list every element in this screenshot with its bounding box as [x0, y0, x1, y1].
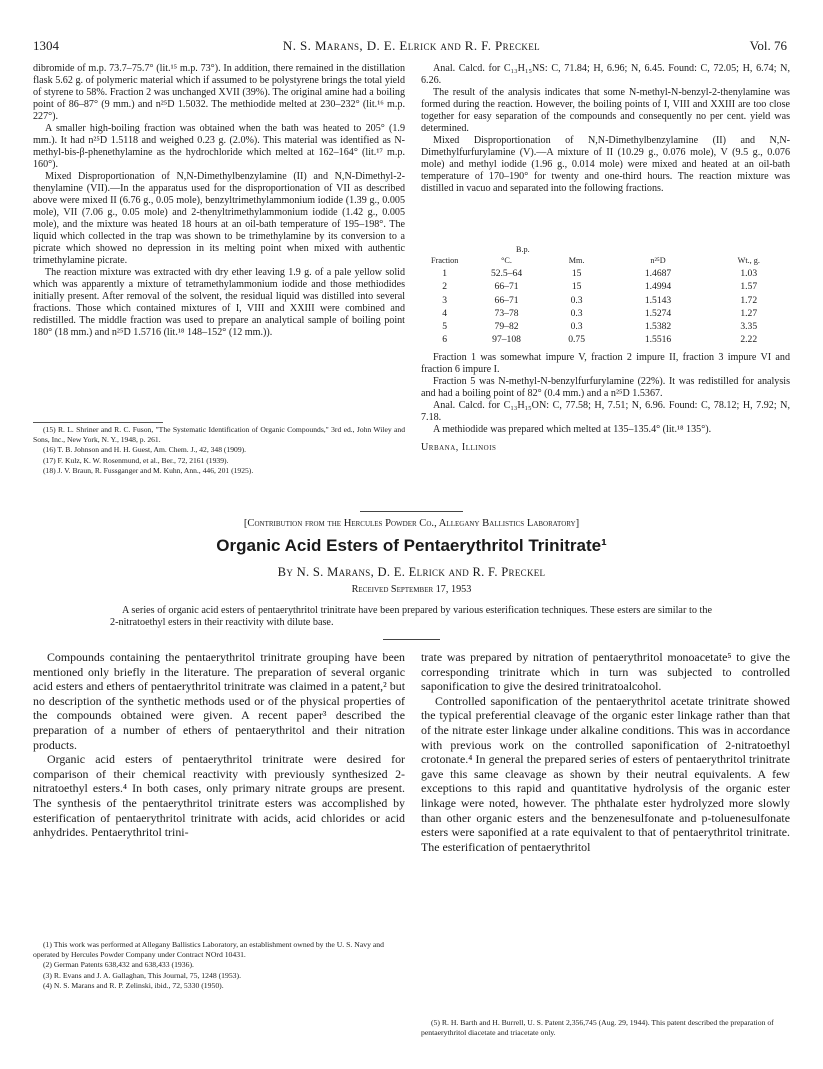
table-cell: 6	[442, 334, 448, 346]
col-header: °C.	[501, 256, 512, 266]
table-cell: 1.03	[740, 268, 758, 280]
table-cell: 1.4687	[644, 268, 672, 280]
paragraph: Anal. Calcd. for C₁₃H₁₅NS: C, 71.84; H, 6.96; N, 6.45. Found: C, 72.05; H, 6.74; N, 6.26.	[421, 63, 790, 86]
paragraph: Anal. Calcd. for C₁₃H₁₅ON: C, 77.58; H, 7.51; N, 6.96. Found: C, 78.12; H, 7.92; N, 7.18.	[421, 400, 790, 423]
table-cell: 3.35	[740, 321, 758, 333]
table-cell: 1.57	[740, 281, 758, 293]
table-cell: 1.4994	[644, 281, 672, 293]
table-cell: 97–108	[492, 334, 521, 346]
col-header: Wt., g.	[737, 256, 760, 266]
paragraph: Controlled saponification of the pentaerythritol acetate trinitrate showed the typical preferential cleavage of the organic ester linkage rather than that of the nitrate ester linkage under alkaline conditions. This was in accordance with previous work on the controlled saponification of 2-nitratoethyl crotonate.⁴ In general the prepared series of esters of pentaerythritol trinitrate gave this same cleavage as shown by their neutral equivalents. A few exceptions to this rapid and quantitative hydrolysis of the organic ester linkage were noted, however. The phthalate ester hydrolyzed more slowly than other organic esters and the benzenesulfonate and p-toluenesulfonate esters were saponified at a rate equivalent to that of pentaerythritol trinitrate. The esterification of pentaerythritol	[421, 693, 790, 854]
right-column-text	[421, 63, 790, 195]
paragraph: Compounds containing the pentaerythritol trinitrate grouping have been mentioned only briefly in the literature. The preparation of several organic acid esters and ethers of pentaerythritol trinitrate was claimed in a patent,² but no description of the synthetic methods used or of the physical properties of the compounds obtained were given. A recent paper³ described the preparation of a number of ethers of pentaerythritol and their nitration products.	[33, 650, 405, 752]
table-row	[421, 280, 790, 293]
paragraph: Mixed Disproportionation of N,N-Dimethylbenzylamine (II) and N,N-Dimethyl-2-thenylamine (VII).—In the apparatus used for the disproportionation of VII as described above were mixed II (6.76 g., 0.05 mole), benzyltrimethylammonium iodide (1.39 g., 0.005 mole), VII (7.06 g., 0.05 mole) and 2-thenyltrimethylammonium iodide (1.42 g., 0.005 mole), and the mixture was heated 18 hours at an oil-bath temperature of 195–198°. The liquid which collected in the trap was shown to be trimethylamine by its conversion to a picrate which showed no depression in its melting point when mixed with authentic trimethylamine picrate.	[33, 171, 405, 266]
table-cell: 2	[442, 281, 448, 293]
volume-label: Vol. 76	[749, 38, 787, 53]
paragraph: dibromide of m.p. 73.7–75.7° (lit.¹⁵ m.p. 73°). In addition, there remained in the distillation flask 5.62 g. of polymeric material which if assumed to be polystyrene brings the total yield of styrene to 58%. Fraction 2 was unchanged XVII (39%). The original amine had a boiling point of 86–87° (9 mm.) and n²⁵D 1.5032. The methiodide melted at 230–232° (lit.¹⁶ m.p. 227°).	[33, 63, 405, 122]
bp-group-header: B.p.	[516, 245, 530, 254]
right-column-text-bottom	[421, 352, 790, 454]
table-cell: 1	[442, 268, 448, 280]
article-title: Organic Acid Esters of Pentaerythritol Trinitrate¹	[216, 536, 607, 555]
table-cell: 73–78	[494, 307, 519, 319]
footnote: (2) German Patents 638,432 and 638,433 (1936).	[43, 960, 194, 970]
paragraph: A methiodide was prepared which melted at 135–135.4° (lit.¹⁸ 135°).	[433, 424, 712, 435]
footnote: (18) J. V. Braun, R. Fussganger and M. Kuhn, Ann., 446, 201 (1925).	[43, 465, 254, 475]
contribution-line: [Contribution from the Hercules Powder Co., Allegany Ballistics Laboratory]	[243, 518, 580, 529]
col-header: Mm.	[568, 256, 585, 266]
article-body-right	[421, 650, 790, 854]
article-right-footnotes	[421, 1018, 790, 1038]
table-row	[421, 267, 790, 280]
col-header: Fraction	[431, 256, 459, 266]
paragraph: Mixed Disproportionation of N,N-Dimethylbenzylamine (II) and N,N-Dimethylfurfurylamine (V).—A mixture of II (10.29 g., 0.076 mole), V (9.5 g., 0.076 mole) and methyl iodide (1.96 g., 0.014 mole) were mixed and heated at an oil-bath temperature of 170–190° for twenty and one-third hours. The reaction mixture was distilled in vacuo and separated into the following fractions.	[421, 135, 790, 194]
table-cell: 66–71	[494, 281, 519, 293]
table-row	[421, 333, 790, 346]
table-cell: 1.27	[740, 307, 758, 319]
left-column-text	[33, 63, 405, 339]
table-cell: 1.5143	[644, 294, 672, 306]
table-cell: 66–71	[494, 294, 519, 306]
table-cell: 5	[442, 321, 448, 333]
table-cell: 1.72	[740, 294, 758, 306]
location: Urbana, Illinois	[421, 442, 497, 453]
table-cell: 2.22	[740, 334, 758, 346]
table-row	[421, 294, 790, 307]
footnote: (1) This work was performed at Allegany Ballistics Laboratory, an establishment owned by the U. S. Navy and operated by Hercules Powder Company under Contract NOrd 10431.	[33, 940, 384, 960]
received-date: Received September 17, 1953	[351, 584, 472, 595]
table-cell: 79–82	[494, 321, 519, 333]
article-body-left	[33, 650, 405, 840]
section-divider	[360, 511, 463, 512]
page-number: 1304	[33, 38, 59, 53]
footnote: (15) R. L. Shriner and R. C. Fuson, "The Systematic Identification of Organic Compounds," 3rd ed., John Wiley and Sons, Inc., New York, N. Y., 1948, p. 261.	[33, 425, 405, 445]
table-cell: 0.3	[570, 307, 583, 319]
table-row	[421, 307, 790, 320]
running-title: N. S. Marans, D. E. Elrick and R. F. Preckel	[282, 38, 541, 53]
table-cell: 1.5516	[644, 334, 672, 346]
footnote: (4) N. S. Marans and R. P. Zelinski, ibid., 72, 5330 (1950).	[43, 980, 224, 990]
table-cell: 15	[571, 281, 582, 293]
col-header: n²⁵D	[650, 256, 666, 266]
paragraph: Organic acid esters of pentaerythritol trinitrate were desired for comparison of their chemical reactivity with previously synthesized 2-nitratoethyl esters.⁴ In both cases, only primary nitrate groups are present. The synthesis of the pentaerythritol trinitrate esters was accomplished by esterification of pentaerythritol trinitrate with acids, acid chlorides or acid anhydrides. Pentaerythritol trini-	[33, 752, 405, 840]
table-cell: 4	[442, 307, 448, 319]
abstract-divider	[383, 639, 440, 640]
table-cell: 15	[571, 268, 582, 280]
footnote: (5) R. H. Barth and H. Burrell, U. S. Patent 2,356,745 (Aug. 29, 1944). This patent described the preparation of pentaerythritol diacetate and triacetate only.	[421, 1018, 774, 1038]
paragraph: trate was prepared by nitration of pentaerythritol monoacetate⁵ to give the corresponding trinitrate which in turn was subjected to controlled saponification to give the desired trinitratoalcohol.	[421, 650, 790, 694]
table-cell: 1.5382	[644, 321, 672, 333]
article-left-footnotes	[33, 940, 405, 991]
table-cell: 0.3	[570, 321, 583, 333]
footnote: (16) T. B. Johnson and H. H. Guest, Am. Chem. J., 42, 348 (1909).	[43, 445, 247, 455]
table-cell: 52.5–64	[490, 268, 523, 280]
paragraph: A smaller high-boiling fraction was obtained when the bath was heated to 205° (1.9 mm.). It had n²⁵D 1.5118 and weighed 0.23 g. (2.0%). This material was identified as N-methyl-bis-β-phenethylamine as the hydrochloride which melted at 162–164° (lit.¹⁷ m.p. 160°).	[33, 123, 405, 170]
table-row	[421, 320, 790, 333]
footnote: (17) F. Kulz, K. W. Rosenmund, et al., Ber., 72, 2161 (1939).	[43, 455, 229, 465]
footnote: (3) R. Evans and J. A. Gallaghan, This Journal, 75, 1248 (1953).	[43, 970, 241, 980]
article-authors: By N. S. Marans, D. E. Elrick and R. F. Preckel	[277, 565, 546, 579]
paragraph: The reaction mixture was extracted with dry ether leaving 1.9 g. of a pale yellow solid which was apparently a mixture of tetramethylammonium iodide and those methiodides initially present. After removal of the solvent, the residual liquid was distilled into several fractions. Those which contained mixtures of I, VIII and XXIII were combined and redistilled. The middle fraction was used to prepare an analytical sample of boiling point 180° (18 mm.) and n²⁵D 1.5716 (lit.¹⁸ 148–152° (12 mm.)).	[33, 267, 405, 338]
left-footnotes	[33, 425, 405, 476]
table-cell: 1.5274	[644, 307, 672, 319]
abstract: A series of organic acid esters of pentaerythritol trinitrate have been prepared by various esterification techniques. These esters are similar to the 2-nitratoethyl esters in their reactivity with dilute base.	[110, 605, 712, 628]
table-cell: 0.3	[570, 294, 583, 306]
table-cell: 3	[442, 294, 448, 306]
footnote-divider	[33, 422, 163, 423]
paragraph: Fraction 5 was N-methyl-N-benzylfurfurylamine (22%). It was redistilled for analysis and had a boiling point of 82° (0.4 mm.) and a n²⁵D 1.5367.	[421, 376, 790, 399]
paragraph: Fraction 1 was somewhat impure V, fraction 2 impure II, fraction 3 impure VI and fraction 6 impure I.	[421, 352, 790, 375]
table-cell: 0.75	[568, 334, 586, 346]
paragraph: The result of the analysis indicates that some N-methyl-N-benzyl-2-thenylamine was formed during the reaction. However, the boiling points of I, VIII and XXIII are too close together for easy separation of the compounds and consequently no per cent. yield was determined.	[421, 87, 790, 134]
